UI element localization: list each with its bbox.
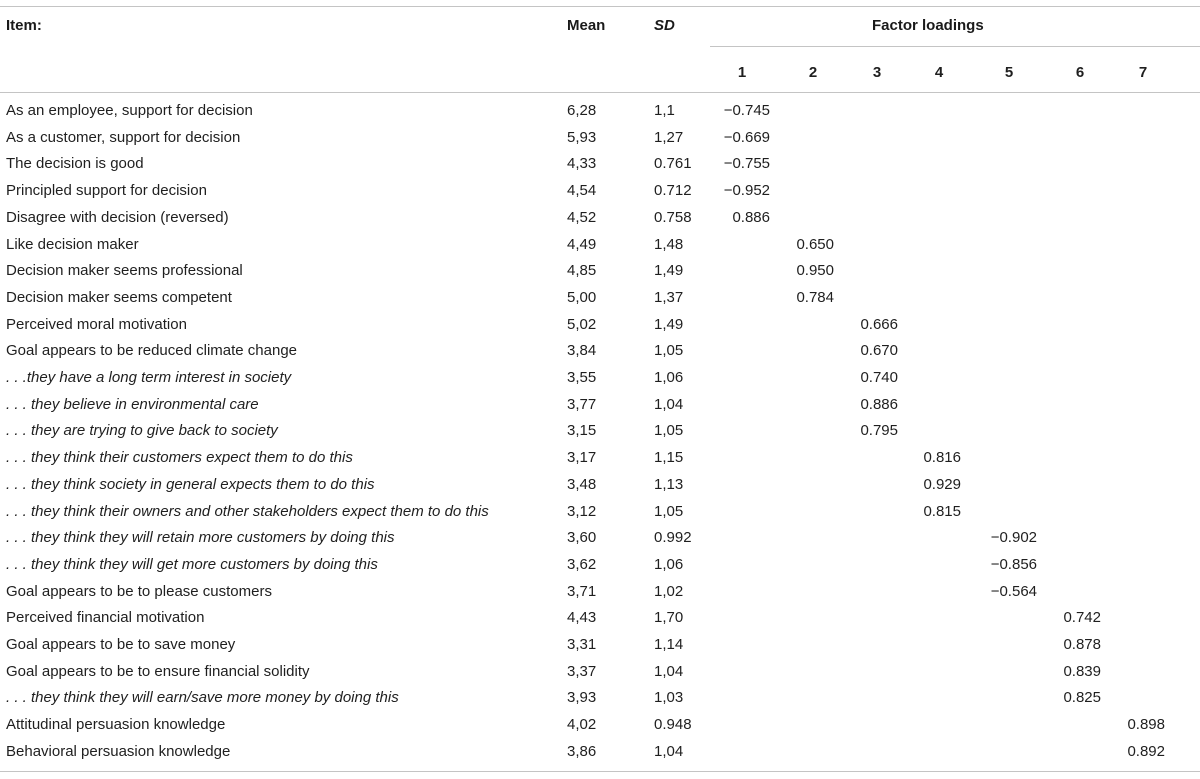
item-label: . . . they think their customers expect them to do this (6, 449, 353, 467)
loading-value-factor-1: −0.952 (723, 182, 770, 200)
loading-value-factor-4: 0.815 (923, 502, 961, 520)
sd-value: 1,05 (654, 422, 684, 440)
header-sd: SD (654, 17, 675, 34)
loading-value-factor-3: 0.795 (860, 422, 898, 440)
item-label: Goal appears to be to please customers (6, 582, 272, 600)
item-label: . . . they think their owners and other stakeholders expect them to do this (6, 502, 489, 520)
item-label: . . . they think they will get more customers by doing this (6, 555, 378, 573)
table-row (0, 312, 1200, 339)
mean-value: 4,43 (567, 609, 597, 627)
factor-number-3: 3 (872, 64, 882, 81)
table-row (0, 659, 1200, 686)
item-label: Behavioral persuasion knowledge (6, 742, 231, 760)
loading-value-factor-4: 0.816 (923, 449, 961, 467)
loading-value-factor-1: −0.755 (723, 155, 770, 173)
item-label: . . . they believe in environmental care (6, 395, 259, 413)
loading-value-factor-7: 0.898 (1127, 716, 1165, 734)
loading-value-factor-6: 0.878 (1063, 636, 1101, 653)
loading-value-factor-7: 0.892 (1127, 742, 1165, 760)
factor-rule (710, 46, 1200, 47)
mean-value: 3,15 (567, 422, 597, 440)
item-label: Decision maker seems competent (6, 288, 232, 306)
item-label: . . . they think they will retain more customers by doing this (6, 529, 395, 547)
sd-value: 1,03 (654, 689, 684, 707)
table-row (0, 445, 1200, 472)
mean-value: 3,62 (567, 555, 597, 573)
mean-value: 5,00 (567, 288, 597, 306)
sd-value: 1,04 (654, 742, 684, 760)
factor-number-5: 5 (1004, 64, 1014, 81)
mean-value: 3,93 (567, 689, 597, 707)
loading-value-factor-6: 0.839 (1063, 662, 1101, 680)
header-mean: Mean (567, 17, 606, 34)
loading-value-factor-1: −0.669 (723, 128, 770, 146)
loading-value-factor-3: 0.886 (860, 395, 898, 413)
item-label: Principled support for decision (6, 182, 207, 200)
loading-value-factor-2: 0.950 (796, 262, 834, 280)
mean-value: 4,54 (567, 182, 597, 200)
item-label: Perceived financial motivation (6, 609, 205, 627)
table-row (0, 418, 1200, 445)
loading-value-factor-1: 0.886 (732, 208, 770, 226)
loading-value-factor-3: 0.666 (860, 315, 898, 333)
header-item: Item: (6, 17, 42, 34)
sd-value: 0.992 (654, 529, 692, 547)
item-label: . . .they have a long term interest in society (6, 369, 292, 386)
loading-value-factor-6: 0.825 (1063, 689, 1101, 707)
table-row (0, 472, 1200, 499)
mean-value: 3,77 (567, 395, 597, 413)
table-row (0, 98, 1200, 125)
top-rule (0, 6, 1200, 7)
factor-number-7: 7 (1138, 64, 1148, 81)
sd-value: 1,04 (654, 662, 684, 680)
table-row (0, 232, 1200, 259)
sd-value: 1,02 (654, 582, 684, 600)
loading-value-factor-2: 0.784 (796, 288, 834, 306)
loading-value-factor-3: 0.670 (860, 342, 898, 360)
sd-value: 1,05 (654, 342, 684, 360)
factor-number-4: 4 (934, 64, 944, 81)
item-label: As a customer, support for decision (6, 128, 241, 146)
loading-value-factor-5: −0.856 (990, 555, 1037, 573)
sd-value: 1,06 (654, 555, 684, 573)
item-label: Goal appears to be reduced climate change (6, 342, 298, 360)
mean-value: 5,02 (567, 315, 597, 333)
loading-value-factor-4: 0.929 (923, 475, 961, 493)
item-label: Like decision maker (6, 235, 139, 253)
mean-value: 6,28 (567, 102, 597, 119)
table-row (0, 739, 1200, 766)
table-row (0, 685, 1200, 712)
table-row (0, 178, 1200, 205)
table-row (0, 579, 1200, 606)
table-row (0, 258, 1200, 285)
bottom-rule (0, 771, 1200, 772)
mean-value: 3,60 (567, 529, 597, 547)
sd-value: 1,13 (654, 475, 684, 493)
sd-value: 1,06 (654, 369, 684, 386)
table-row (0, 365, 1200, 392)
mean-value: 3,55 (567, 369, 597, 386)
item-label: As an employee, support for decision (6, 102, 253, 119)
loading-value-factor-6: 0.742 (1063, 609, 1101, 627)
sd-value: 1,14 (654, 636, 684, 653)
sd-value: 0.948 (654, 716, 692, 734)
sd-value: 0.712 (654, 182, 692, 200)
table-row (0, 392, 1200, 419)
mean-value: 3,86 (567, 742, 597, 760)
mean-value: 4,33 (567, 155, 597, 173)
item-label: Attitudinal persuasion knowledge (6, 716, 226, 734)
mean-value: 3,37 (567, 662, 597, 680)
loading-value-factor-2: 0.650 (796, 235, 834, 253)
sd-value: 0.758 (654, 208, 692, 226)
mean-value: 4,49 (567, 235, 597, 253)
factor-number-1: 1 (737, 64, 747, 81)
item-label: Goal appears to be to save money (6, 636, 236, 653)
sd-value: 1,49 (654, 315, 684, 333)
mean-value: 4,85 (567, 262, 597, 280)
mean-value: 4,52 (567, 208, 597, 226)
loading-value-factor-5: −0.902 (990, 529, 1037, 547)
table-row (0, 125, 1200, 152)
item-label: Disagree with decision (reversed) (6, 208, 229, 226)
sd-value: 1,04 (654, 395, 684, 413)
sd-value: 0.761 (654, 155, 692, 173)
table-row (0, 151, 1200, 178)
item-label: . . . they are trying to give back to society (6, 422, 278, 440)
table-row (0, 605, 1200, 632)
sd-value: 1,27 (654, 128, 684, 146)
mean-value: 3,12 (567, 502, 597, 520)
item-label: Goal appears to be to ensure financial solidity (6, 662, 310, 680)
sd-value: 1,05 (654, 502, 684, 520)
mean-value: 5,93 (567, 128, 597, 146)
sd-value: 1,1 (654, 102, 675, 119)
sd-value: 1,70 (654, 609, 684, 627)
header-factor-loadings: Factor loadings (872, 17, 984, 34)
factor-number-2: 2 (808, 64, 818, 81)
table-row (0, 712, 1200, 739)
header-rule (0, 92, 1200, 93)
item-label: Perceived moral motivation (6, 315, 187, 333)
table-row (0, 499, 1200, 526)
table-row (0, 338, 1200, 365)
table-row (0, 552, 1200, 579)
sd-value: 1,37 (654, 288, 684, 306)
item-label: . . . they think they will earn/save more money by doing this (6, 689, 399, 707)
sd-value: 1,49 (654, 262, 684, 280)
loading-value-factor-5: −0.564 (990, 582, 1037, 600)
item-label: Decision maker seems professional (6, 262, 243, 280)
mean-value: 3,17 (567, 449, 597, 467)
table-row (0, 525, 1200, 552)
mean-value: 3,71 (567, 582, 597, 600)
item-label: . . . they think society in general expects them to do this (6, 475, 375, 493)
sd-value: 1,48 (654, 235, 684, 253)
sd-value: 1,15 (654, 449, 684, 467)
table-row (0, 285, 1200, 312)
loading-value-factor-3: 0.740 (860, 369, 898, 386)
item-label: The decision is good (6, 155, 144, 173)
table-row (0, 632, 1200, 659)
factor-number-6: 6 (1075, 64, 1085, 81)
loading-value-factor-1: −0.745 (723, 102, 770, 119)
mean-value: 3,48 (567, 475, 597, 493)
table-row (0, 205, 1200, 232)
mean-value: 3,31 (567, 636, 597, 653)
mean-value: 3,84 (567, 342, 597, 360)
mean-value: 4,02 (567, 716, 597, 734)
